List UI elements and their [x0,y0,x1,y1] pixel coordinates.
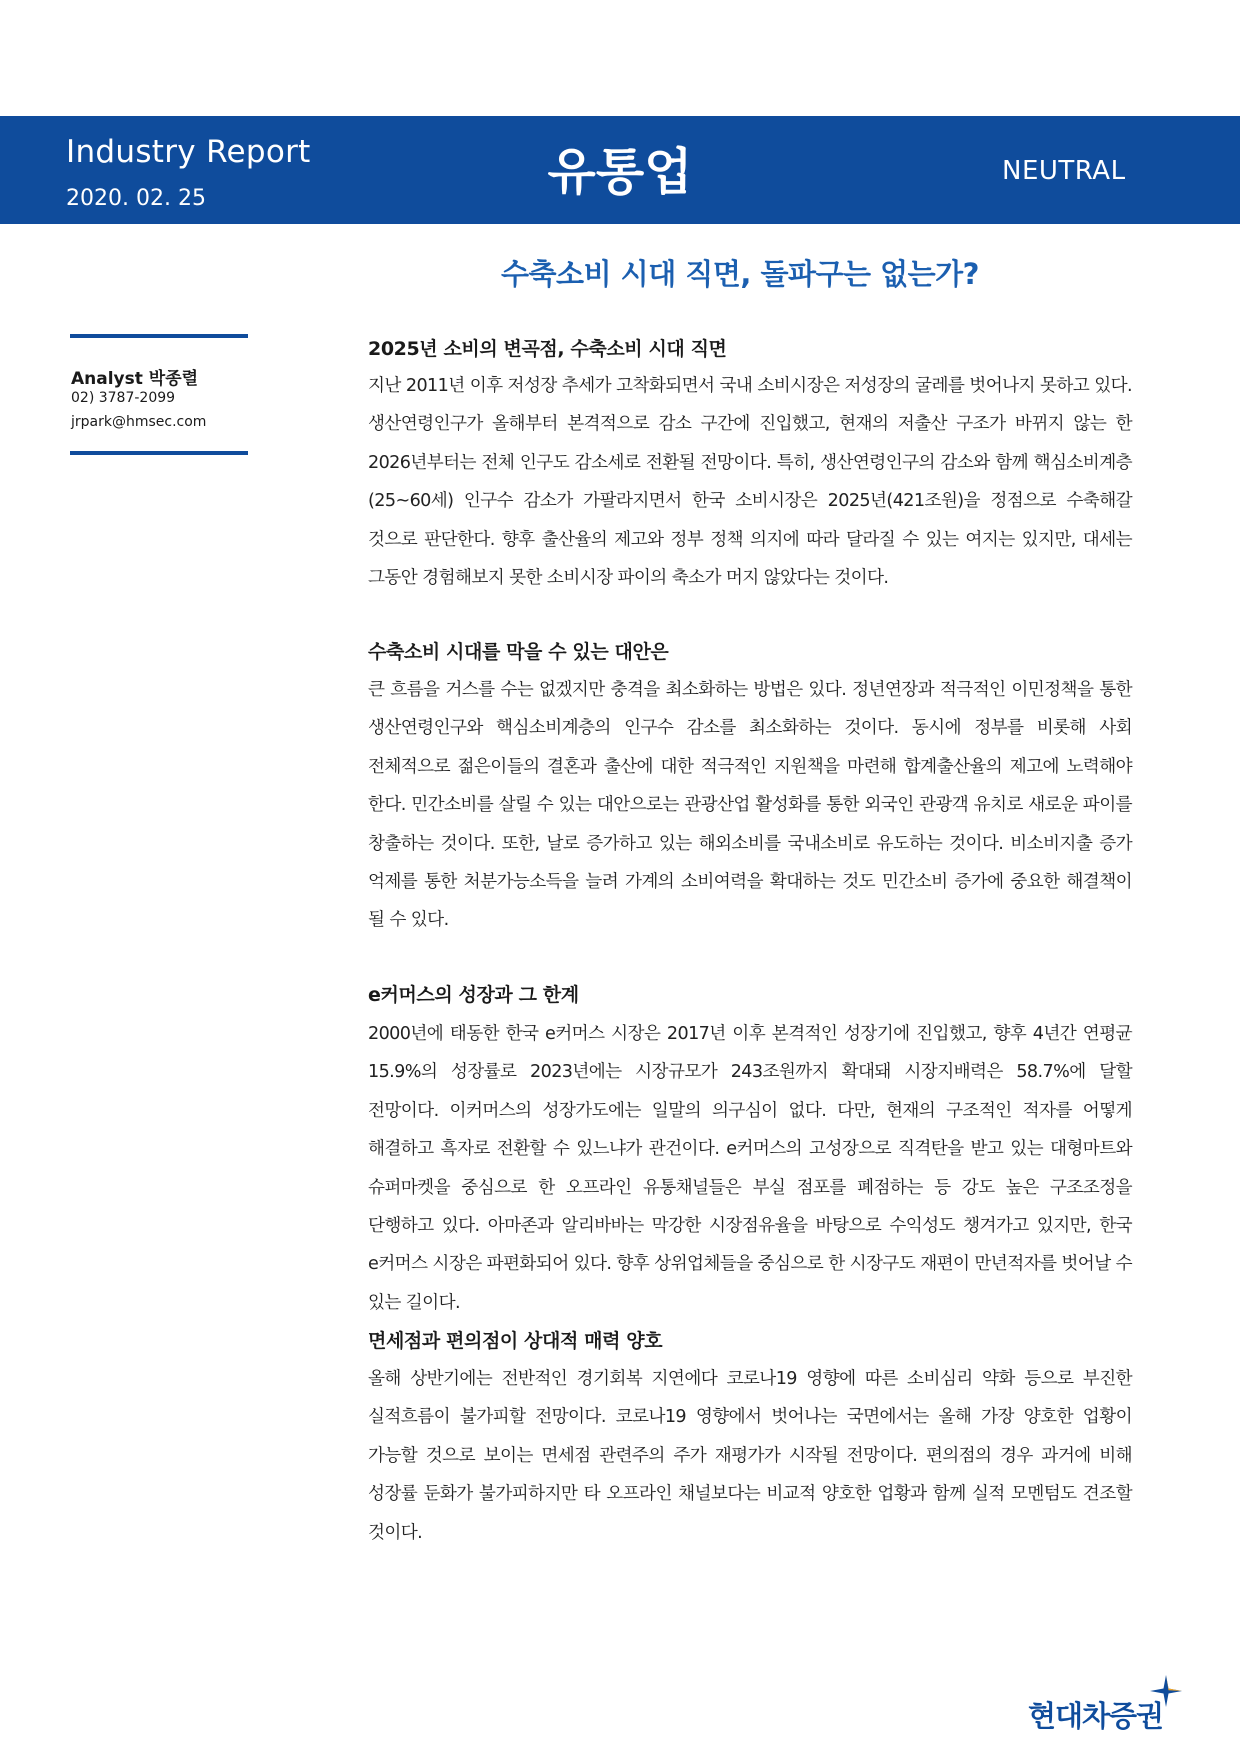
analyst-phone: 02) 3787-2099 [71,390,176,406]
report-headline: 수축소비 시대 직면, 돌파구는 없는가? [501,257,979,291]
report-type: Industry Report [66,134,311,170]
rating-label: NEUTRAL [1002,156,1126,186]
section-body-consumption-inflection: 지난 2011년 이후 저성장 추세가 고착화되면서 국내 소비시장은 저성장의 굴레를 벗어나지 못하고 있다. 생산연령인구가 올해부터 본격적으로 감소 구간에 진입했고, 현재의 저출산 구조가 바뀌지 않는 한 2026년부터는 전체 인구도 감소세로 전환될 전망이다. 특히, 생산연령인구의 감소와 함께 핵심소비계층(25~60세) 인구수 감소가 가팔라지면서 한국 소비시장은 2025년(421조원)을 정점으로 수축해갈 것으로 판단한다. 향후 출산율의 제고와 정부 정책 의지에 따라 달라질 수 있는 여지는 있지만, 대세는 그동안 경험해보지 못한 소비시장 파이의 축소가 머지 않았다는 것이다. [368,376,1132,589]
analyst-email: jrpark@hmsec.com [71,414,207,430]
section-title-consumption-inflection: 2025년 소비의 변곡점, 수축소비 시대 직면 [368,338,727,360]
analyst-name: Analyst 박종렬 [71,369,199,389]
section-title-alternatives: 수축소비 시대를 막을 수 있는 대안은 [368,641,669,663]
report-date: 2020. 02. 25 [66,186,206,211]
section-body-dutyfree-convenience: 올해 상반기에는 전반적인 경기회복 지연에다 코로나19 영향에 따른 소비심리 약화 등으로 부진한 실적흐름이 불가피할 전망이다. 코로나19 영향에서 벗어나는 국면에서는 올해 가장 양호한 업황이 가능할 것으로 보이는 면세점 관련주의 주가 재평가가 시작될 전망이다. 편의점의 경우 과거에 비해 성장률 둔화가 불가피하지만 타 오프라인 채널보다는 비교적 양호한 업황과 함께 실적 모멘텀도 견조할 것이다. [368,1369,1132,1543]
header-band [0,116,1240,224]
section-title-ecommerce: e커머스의 성장과 그 한계 [368,984,579,1006]
analyst-divider-bottom [70,451,248,455]
section-title-dutyfree-convenience: 면세점과 편의점이 상대적 매력 양호 [368,1330,663,1352]
company-logo-text: 현대차증권 [1028,1699,1164,1733]
sector-title: 유통업 [547,143,693,201]
section-body-ecommerce: 2000년에 태동한 한국 e커머스 시장은 2017년 이후 본격적인 성장기에 진입했고, 향후 4년간 연평균 15.9%의 성장률로 2023년에는 시장규모가 243조원까지 확대돼 시장지배력은 58.7%에 달할 전망이다. 이커머스의 성장가도에는 일말의 의구심이 없다. 다만, 현재의 구조적인 적자를 어떻게 해결하고 흑자로 전환할 수 있느냐가 관건이다. e커머스의 고성장으로 직격탄을 받고 있는 대형마트와 슈퍼마켓을 중심으로 한 오프라인 유통채널들은 부실 점포를 폐점하는 등 강도 높은 구조조정을 단행하고 있다. 아마존과 알리바바는 막강한 시장점유율을 바탕으로 수익성도 챙겨가고 있지만, 한국 e커머스 시장은 파편화되어 있다. 향후 상위업체들을 중심으로 한 시장구도 재편이 만년적자를 벗어날 수 있는 길이다. [368,1024,1132,1313]
section-body-alternatives: 큰 흐름을 거스를 수는 없겠지만 충격을 최소화하는 방법은 있다. 정년연장과 적극적인 이민정책을 통한 생산연령인구와 핵심소비계층의 인구수 감소를 최소화하는 것이다. 동시에 정부를 비롯해 사회 전체적으로 젊은이들의 결혼과 출산에 대한 적극적인 지원책을 마련해 합계출산율의 제고에 노력해야 한다. 민간소비를 살릴 수 있는 대안으로는 관광산업 활성화를 통한 외국인 관광객 유치로 새로운 파이를 창출하는 것이다. 또한, 날로 증가하고 있는 해외소비를 국내소비로 유도하는 것이다. 비소비지출 증가 억제를 통한 처분가능소득을 늘려 가계의 소비여력을 확대하는 것도 민간소비 증가에 중요한 해결책이 될 수 있다. [368,680,1132,931]
company-logo [1024,1674,1184,1734]
star-cross-icon [1149,1674,1183,1708]
analyst-divider-top [70,334,248,338]
